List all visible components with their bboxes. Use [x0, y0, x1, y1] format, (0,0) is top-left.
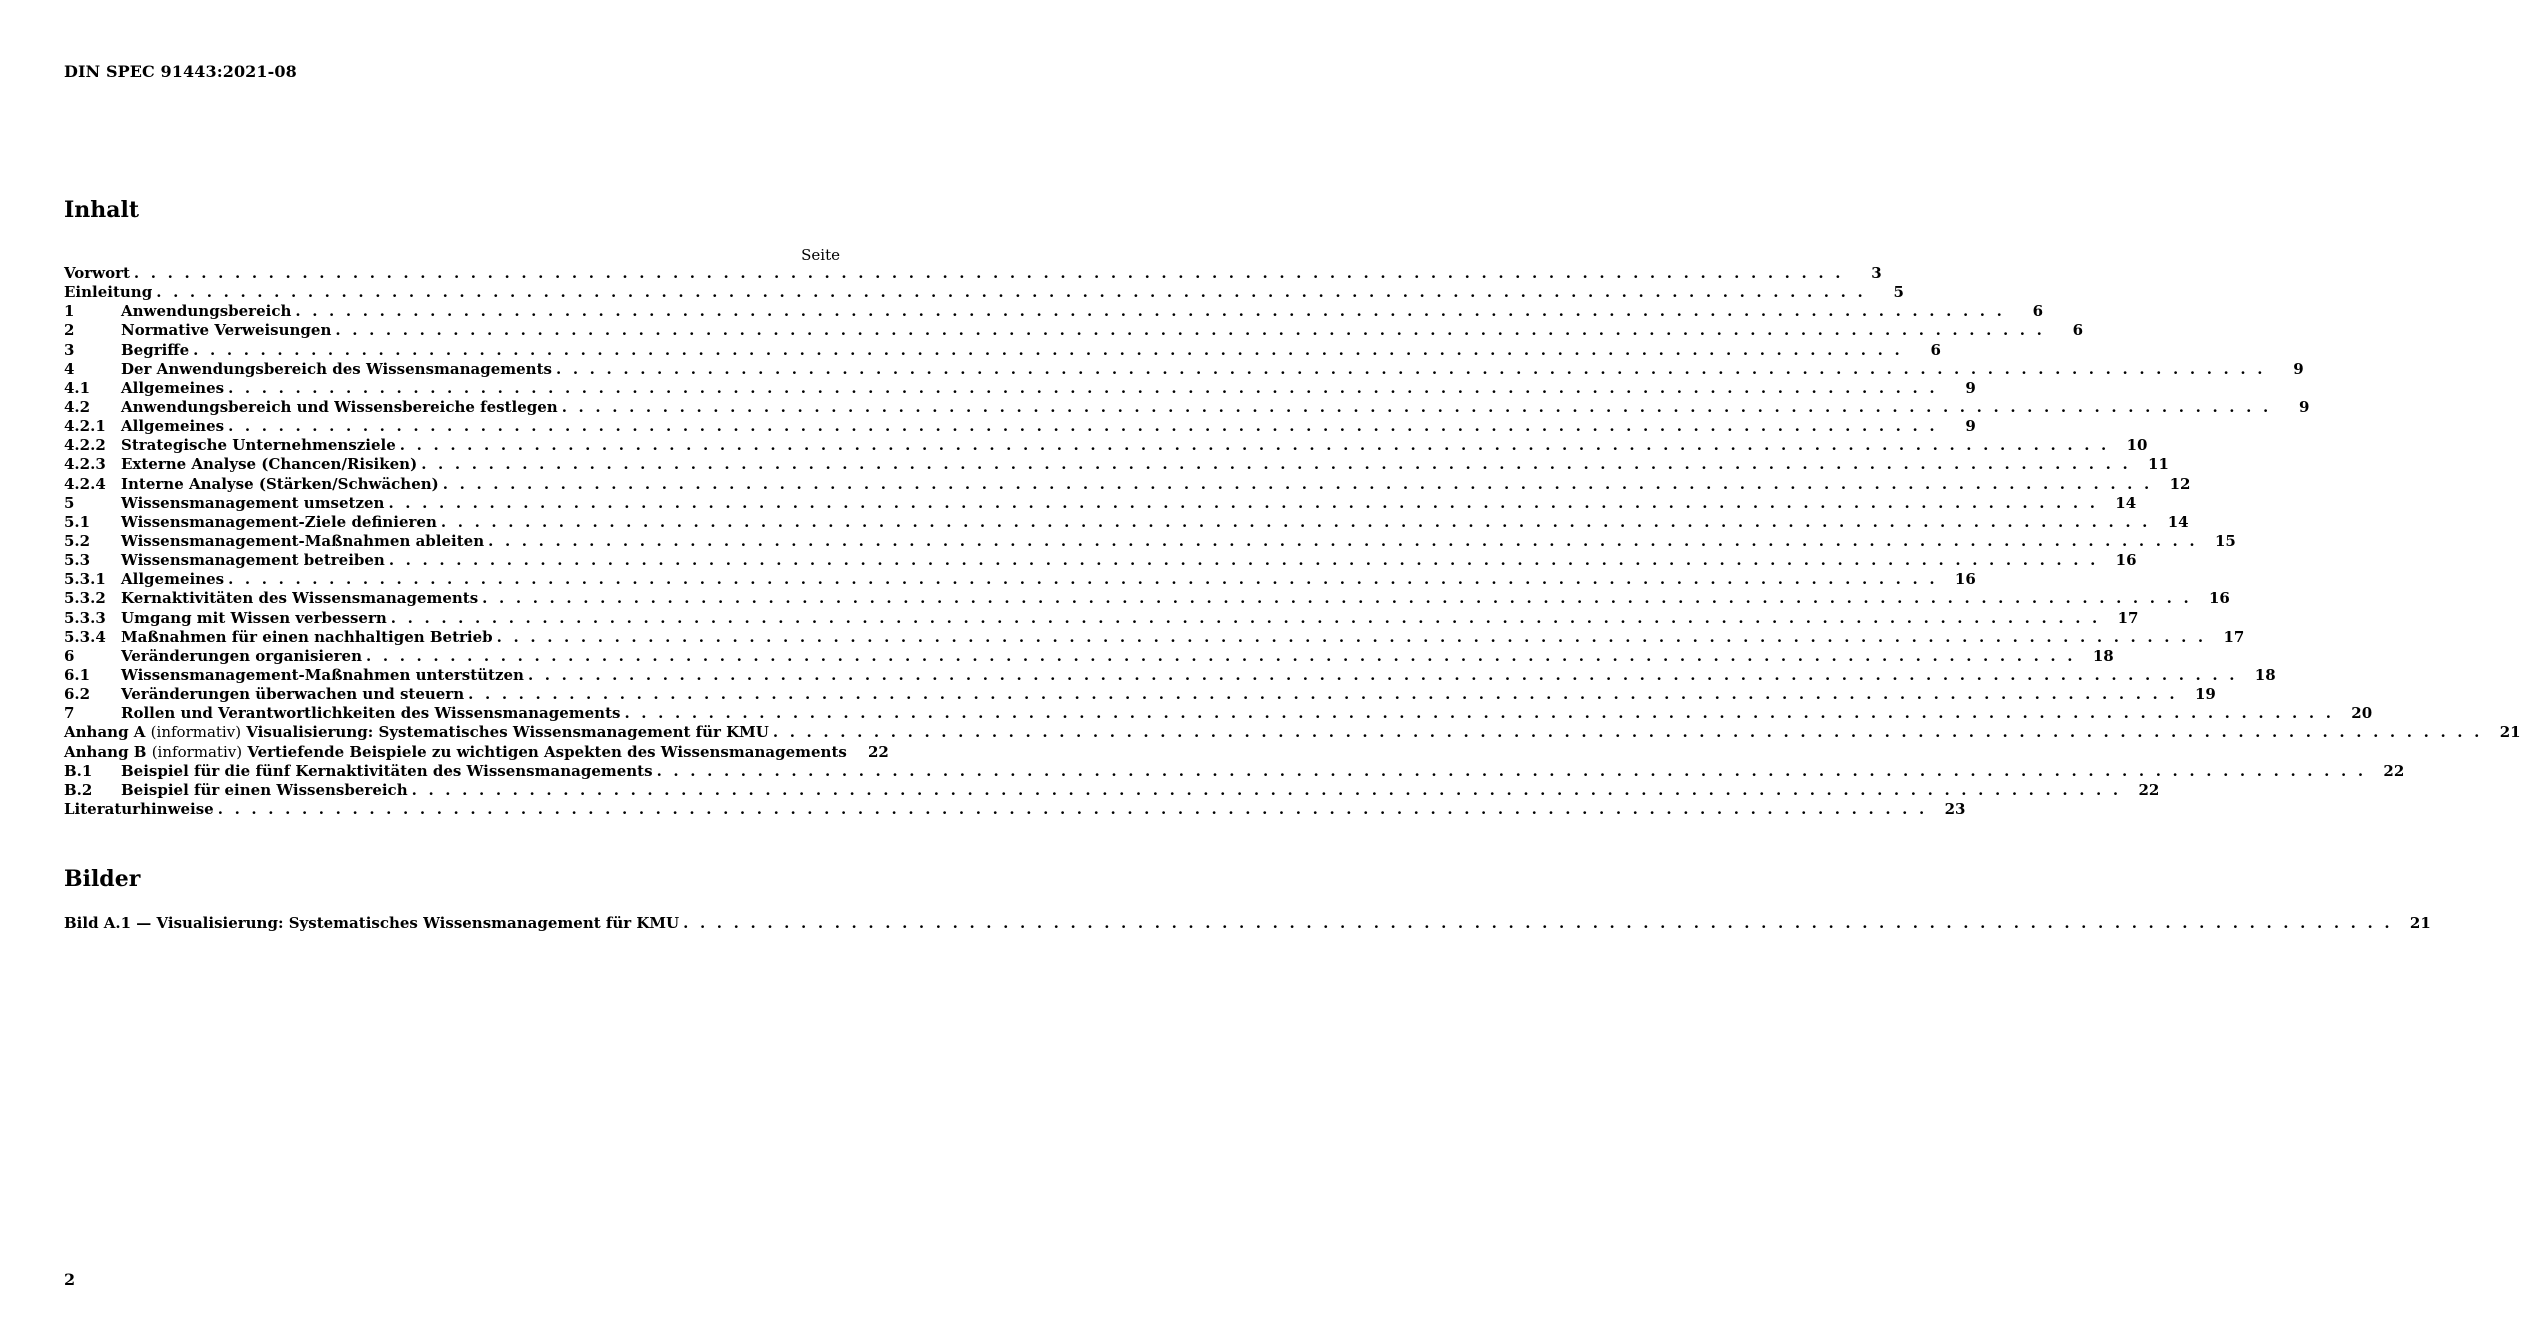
toc-entry-title: Beispiel für die fünf Kernaktivitäten des Wissensmanagements [121, 761, 653, 780]
toc-entry-title: Allgemeines [121, 417, 225, 436]
toc-entry-title: Umgang mit Wissen verbessern [121, 608, 387, 627]
toc-entry-page: 9 [2298, 397, 2310, 416]
toc-entry-title: Wissensmanagement betreiben [121, 551, 385, 570]
leader-dots [657, 762, 2367, 781]
toc-entry[interactable] [64, 780, 2160, 800]
toc-entry[interactable] [64, 608, 2139, 628]
toc-entry-number: 6 [64, 646, 75, 665]
toc-entry[interactable] [64, 397, 2310, 417]
toc-entry-title: Allgemeines [121, 378, 225, 397]
toc-entry-page: 15 [2214, 531, 2236, 550]
toc-annex-title [64, 723, 769, 742]
leader-dots [412, 781, 2122, 800]
toc-entry-title: Allgemeines [121, 570, 225, 589]
leader-dots [366, 647, 2076, 666]
leader-dots [556, 360, 2266, 379]
annex-name: Visualisierung: Systematisches Wissensmanagement für KMU [246, 723, 769, 742]
toc-entry-title: Wissensmanagement-Ziele definieren [121, 512, 437, 531]
toc-entry[interactable] [64, 799, 1966, 819]
toc-entry-number: 5.3.2 [64, 589, 106, 608]
toc-entry-number: 4.2.3 [64, 455, 106, 474]
toc-entry-title: Vorwort [64, 264, 130, 282]
toc-entry[interactable] [64, 627, 2245, 647]
list-of-figures [64, 914, 2431, 933]
toc-entry-page: 16 [1954, 570, 1976, 589]
toc-entry-number: B.2 [64, 780, 93, 799]
toc-entry-title: Literaturhinweise [64, 799, 214, 818]
table-of-contents [64, 264, 2521, 819]
toc-entry-page: 10 [2126, 436, 2148, 455]
toc-entry-page: 6 [2072, 321, 2084, 340]
toc-entry[interactable] [64, 685, 2216, 704]
toc-entry-number: 5.3.3 [64, 608, 106, 627]
annex-type: (informativ) [150, 723, 242, 742]
toc-entry-number: 4.2.4 [64, 474, 106, 493]
toc-entry[interactable] [64, 493, 2137, 513]
toc-entry-number: 5.3.4 [64, 627, 106, 646]
leader-dots [388, 494, 2098, 513]
leader-dots [193, 341, 1903, 360]
figure-entry-page: 21 [2409, 914, 2431, 932]
toc-entry-number: 4.1 [64, 378, 91, 397]
toc-entry-page: 18 [2254, 665, 2276, 684]
toc-entry-page: 14 [2115, 493, 2137, 512]
toc-entry-title: Anwendungsbereich und Wissensbereiche festlegen [121, 397, 558, 416]
toc-entry[interactable] [64, 589, 2230, 608]
toc-entry-title: Rollen und Verantwortlichkeiten des Wissensmanagements [121, 704, 621, 723]
toc-entry[interactable] [64, 704, 2373, 723]
toc-entry-title: Einleitung [64, 283, 153, 302]
toc-entry[interactable] [64, 264, 1882, 283]
leader-dots [400, 436, 2110, 455]
toc-entry-page: 14 [2167, 512, 2189, 531]
toc-entry[interactable] [64, 531, 2236, 551]
toc-entry-number: 5 [64, 493, 75, 512]
toc-entry-page: 9 [1965, 417, 1976, 436]
annex-name: Vertiefende Beispiele zu wichtigen Aspekten des Wissensmanagements [247, 742, 847, 761]
toc-entry-number: B.1 [64, 761, 93, 780]
page-column-label: Seite [801, 246, 840, 264]
toc-entry-title: Begriffe [121, 340, 190, 359]
figures-heading: Bilder [64, 866, 141, 892]
leader-dots [156, 283, 1866, 302]
leader-dots [421, 455, 2131, 474]
toc-entry-title: Wissensmanagement umsetzen [121, 493, 385, 512]
toc-entry[interactable] [64, 417, 1976, 436]
leader-dots [228, 379, 1938, 398]
leader-dots [389, 551, 2099, 570]
leader-dots [295, 302, 2005, 321]
toc-entry-page: 11 [2148, 455, 2169, 474]
leader-dots [335, 321, 2045, 340]
leader-dots [134, 264, 1844, 283]
toc-entry[interactable] [64, 570, 1976, 589]
leader-dots [228, 417, 1938, 436]
toc-entry-number: 4.2.1 [64, 417, 106, 436]
leader-dots [391, 609, 2101, 628]
toc-entry-page: 16 [2209, 589, 2230, 608]
toc-entry-title: Normative Verweisungen [121, 321, 332, 340]
toc-entry-page: 17 [2223, 627, 2245, 646]
leader-dots [683, 914, 2393, 933]
toc-entry-number: 2 [64, 321, 75, 340]
toc-entry-number: 6.1 [64, 665, 91, 684]
toc-entry-number: 5.3 [64, 551, 91, 570]
toc-entry[interactable] [64, 321, 2084, 340]
annex-label: Anhang A [64, 723, 146, 742]
toc-entry[interactable] [64, 761, 2405, 781]
toc-entry[interactable] [64, 340, 1941, 360]
toc-annex-entry[interactable] [64, 742, 889, 762]
toc-entry-page: 23 [1944, 799, 1966, 818]
toc-entry-title: Beispiel für einen Wissensbereich [121, 780, 408, 799]
toc-entry[interactable] [64, 302, 2044, 321]
leader-dots [443, 475, 2153, 494]
toc-entry-title: Strategische Unternehmensziele [121, 436, 396, 455]
toc-entry-page: 21 [2499, 723, 2521, 742]
toc-entry-number: 5.1 [64, 512, 91, 531]
toc-entry[interactable] [64, 378, 1976, 398]
toc-entry-number: 5.3.1 [64, 570, 106, 589]
toc-entry[interactable] [64, 665, 2276, 685]
figure-entry-title: Bild A.1 — Visualisierung: Systematisches Wissensmanagement für KMU [64, 914, 680, 932]
toc-entry-page: 18 [2092, 646, 2114, 665]
toc-entry-number: 4.2.2 [64, 436, 106, 455]
toc-entry-number: 4.2 [64, 397, 91, 416]
toc-entry[interactable] [64, 474, 2191, 494]
toc-entry-page: 6 [1930, 340, 1941, 359]
toc-entry[interactable] [64, 359, 2304, 379]
toc-entry-page: 6 [2032, 302, 2044, 321]
leader-dots [218, 800, 1928, 819]
leader-dots [441, 513, 2151, 532]
leader-dots [624, 704, 2334, 723]
toc-entry-number: 5.2 [64, 531, 91, 550]
leader-dots [228, 570, 1938, 589]
leader-dots [528, 666, 2238, 685]
toc-entry-title: Wissensmanagement-Maßnahmen ableiten [121, 531, 485, 550]
leader-dots [488, 532, 2198, 551]
toc-entry[interactable] [64, 436, 2148, 455]
toc-entry-page: 9 [2293, 359, 2304, 378]
toc-entry-page: 16 [2115, 551, 2137, 570]
toc-entry[interactable] [64, 283, 1904, 302]
document-id: DIN SPEC 91443:2021-08 [64, 62, 297, 81]
toc-entry-number: 6.2 [64, 685, 91, 704]
toc-entry-title: Der Anwendungsbereich des Wissensmanagements [121, 359, 552, 378]
toc-entry-page: 22 [2383, 761, 2405, 780]
toc-entry-title: Maßnahmen für einen nachhaltigen Betrieb [121, 627, 493, 646]
toc-entry-page: 9 [1965, 378, 1976, 397]
toc-entry-number: 4 [64, 359, 75, 378]
leader-dots [468, 685, 2178, 704]
toc-annex-entry[interactable] [64, 723, 2521, 742]
leader-dots [562, 398, 2272, 417]
toc-entry-page: 12 [2169, 474, 2191, 493]
toc-entry-title: Anwendungsbereich [121, 302, 292, 321]
figure-entry[interactable] [64, 914, 2431, 933]
toc-entry-number: 7 [64, 704, 75, 723]
toc-entry-page: 20 [2351, 704, 2373, 723]
toc-entry-page: 19 [2194, 685, 2216, 704]
toc-entry-page: 3 [1871, 264, 1882, 282]
toc-entry-title: Wissensmanagement-Maßnahmen unterstützen [121, 665, 524, 684]
toc-entry[interactable] [64, 551, 2137, 570]
page-number: 2 [64, 1270, 76, 1289]
toc-entry-page: 22 [867, 742, 889, 761]
toc-entry-title: Interne Analyse (Stärken/Schwächen) [121, 474, 439, 493]
toc-entry[interactable] [64, 646, 2114, 666]
toc-entry-number: 3 [64, 340, 75, 359]
toc-entry-page: 22 [2138, 780, 2160, 799]
leader-dots [773, 723, 2483, 742]
toc-entry-title: Veränderungen überwachen und steuern [121, 685, 465, 704]
annex-type: (informativ) [151, 742, 243, 761]
toc-entry[interactable] [64, 512, 2189, 532]
leader-dots [482, 589, 2192, 608]
toc-entry-page: 17 [2117, 608, 2139, 627]
leader-dots [497, 628, 2207, 647]
toc-entry-number: 1 [64, 302, 75, 321]
toc-entry-page: 5 [1893, 283, 1904, 302]
annex-label: Anhang B [64, 742, 147, 761]
toc-annex-title [64, 743, 847, 762]
toc-heading: Inhalt [64, 197, 140, 223]
toc-entry-title: Externe Analyse (Chancen/Risiken) [121, 455, 418, 474]
toc-entry-title: Veränderungen organisieren [121, 646, 362, 665]
toc-entry-title: Kernaktivitäten des Wissensmanagements [121, 589, 479, 608]
toc-entry[interactable] [64, 455, 2169, 474]
